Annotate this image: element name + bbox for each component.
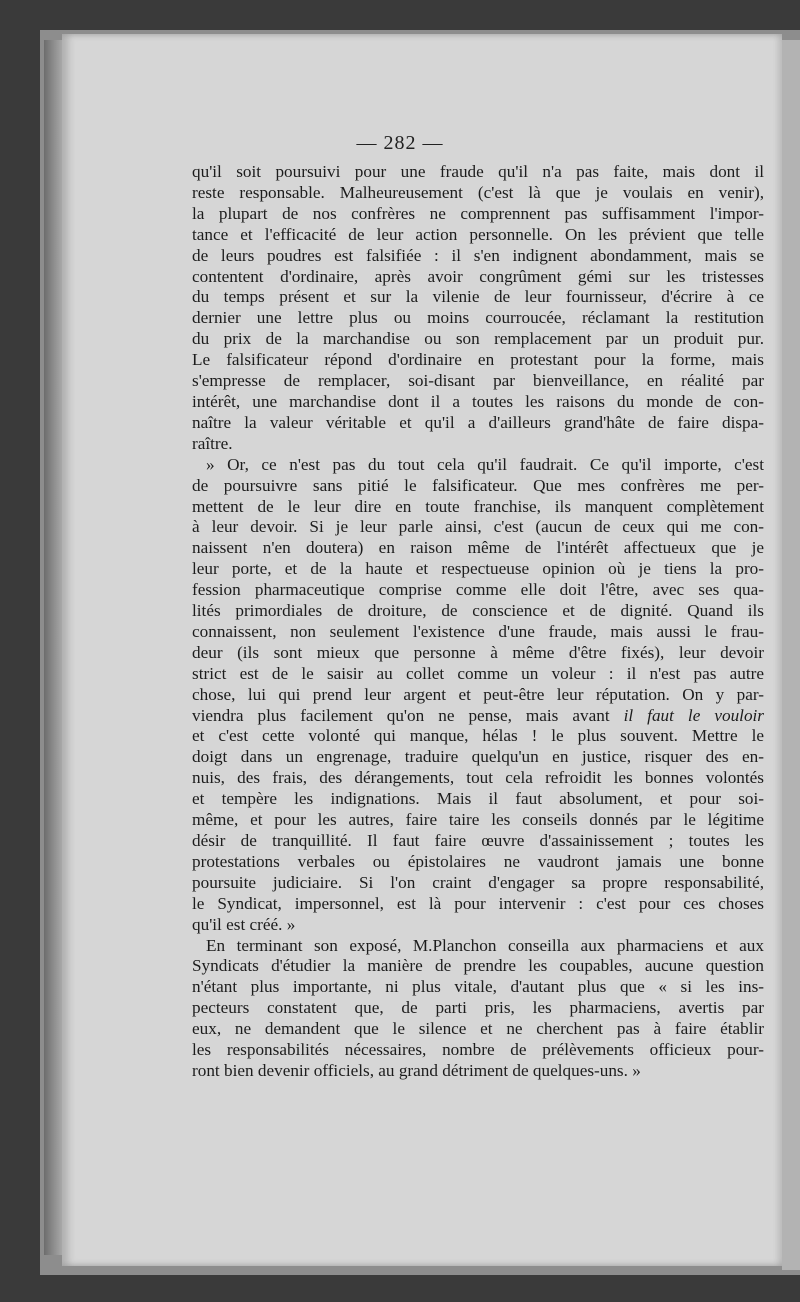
text-line-content: à leur devoir. Si je leur parle ainsi, c'est (aucun de ceux qui me con- <box>192 517 764 537</box>
text-line <box>192 434 764 455</box>
text-line <box>192 601 764 622</box>
text-line <box>192 580 764 601</box>
text-line <box>192 915 764 936</box>
text-line-content: du temps présent et sur la vilenie de leur fournisseur, d'écrire à ce <box>192 287 764 307</box>
page-number: — 282 — <box>356 132 444 154</box>
text-line-content: intérêt, une marchandise dont il a toutes les raisons du monde de con- <box>192 391 764 411</box>
text-line-content: le Syndicat, impersonnel, est là pour intervenir : c'est pour ces choses <box>192 893 764 913</box>
text-line <box>192 497 764 518</box>
text-line-content: doigt dans un engrenage, traduire quelqu'un en justice, risquer des en- <box>192 747 764 767</box>
text-line-content: Le falsificateur répond d'ordinaire en protestant pour la forme, mais <box>192 350 764 370</box>
text-line <box>192 162 764 183</box>
text-line <box>192 413 764 434</box>
text-line <box>192 392 764 413</box>
text-line-content: » Or, ce n'est pas du tout cela qu'il faudrait. Ce qu'il importe, c'est <box>206 454 764 474</box>
text-line <box>192 831 764 852</box>
text-line-content: nuis, des frais, des dérangements, tout cela refroidit les bonnes volontés <box>192 768 764 788</box>
text-line-content: et c'est cette volonté qui manque, hélas ! le plus souvent. Mettre le <box>192 726 764 746</box>
text-line-content: les responsabilités nécessaires, nombre de prélèvements officieux pour- <box>192 1040 764 1060</box>
text-line-content: eux, ne demandent que le silence et ne cherchent pas à faire établir <box>192 1019 764 1039</box>
page-gutter <box>44 40 62 1255</box>
text-line <box>192 789 764 810</box>
text-line-content: contentent d'ordinaire, après avoir congrûment gémi sur les tristesses <box>192 266 764 286</box>
text-line-content: leur porte, et de la haute et respectueuse opinion où je tiens la pro- <box>192 559 764 579</box>
text-line-content: lités primordiales de droiture, de conscience et de dignité. Quand ils <box>192 601 764 621</box>
text-line <box>192 956 764 977</box>
text-line <box>192 246 764 267</box>
text-line-content: mettent de le leur dire en toute franchise, ils manquent complètement <box>192 496 764 516</box>
text-line <box>192 685 764 706</box>
text-line <box>192 643 764 664</box>
text-line-content: de leurs poudres est falsifiée : il s'en indignent abondamment, mais se <box>192 245 764 265</box>
text-line-content: poursuite judiciaire. Si l'on craint d'engager sa propre responsabilité, <box>192 872 764 892</box>
text-line-content: deur (ils sont mieux que personne à même d'être fixés), leur devoir <box>192 642 764 662</box>
text-line-content: désir de tranquillité. Il faut faire œuvre d'assainissement ; toutes les <box>192 831 764 850</box>
text-line <box>192 873 764 894</box>
text-line-content: viendra plus facilement qu'on ne pense, mais avant <box>192 705 624 725</box>
text-line <box>192 1040 764 1061</box>
text-line-content: protestations verbales ou épistolaires ne vaudront jamais une bonne <box>192 851 764 871</box>
text-line <box>192 768 764 789</box>
text-line <box>192 308 764 329</box>
text-line-content: du prix de la marchandise ou son remplacement par un produit pur. <box>192 329 764 349</box>
text-line-content: de poursuivre sans pitié le falsificateur. Que mes confrères me per- <box>192 475 764 495</box>
text-line-content: même, et pour les autres, faire taire les conseils donnés par le légitime <box>192 810 764 830</box>
text-line-content: chose, lui qui prend leur argent et peut-être leur réputation. On y par- <box>192 684 764 704</box>
text-line <box>192 559 764 580</box>
text-line <box>192 726 764 747</box>
text-line <box>192 371 764 392</box>
text-line <box>192 455 764 476</box>
text-line <box>192 350 764 371</box>
text-line <box>192 183 764 204</box>
text-line <box>192 204 764 225</box>
text-line <box>192 894 764 915</box>
text-line <box>192 936 764 957</box>
italic-emphasis: il faut le vouloir <box>623 705 764 725</box>
text-line-content: naître la valeur véritable et qu'il a d'ailleurs grand'hâte de faire dispa- <box>192 412 764 432</box>
text-line <box>192 476 764 497</box>
text-line <box>192 810 764 831</box>
text-line-content: ront bien devenir officiels, au grand détriment de quelques-uns. » <box>192 1060 641 1080</box>
text-line <box>192 622 764 643</box>
text-line-content: connaissent, non seulement l'existence d'une fraude, mais aussi le frau- <box>192 621 764 641</box>
text-line-content: tance et l'efficacité de leur action personnelle. On les prévient que telle <box>192 224 764 244</box>
text-line <box>192 1061 764 1082</box>
text-line-content: reste responsable. Malheureusement (c'est là que je voulais en venir), <box>192 182 764 202</box>
body-text <box>192 162 764 1082</box>
text-line <box>192 998 764 1019</box>
text-line-content: strict est de le saisir au collet comme un voleur : il n'est pas autre <box>192 663 764 683</box>
text-line <box>192 852 764 873</box>
text-line-content: la plupart de nos confrères ne comprennent pas suffisamment l'impor- <box>192 203 764 223</box>
text-line-content: naissent n'en doutera) en raison même de l'intérêt affectueux que je <box>192 538 764 558</box>
text-line <box>192 329 764 350</box>
text-line-content: qu'il soit poursuivi pour une fraude qu'il n'a pas faite, mais dont il <box>192 162 764 181</box>
page-right-edge <box>782 40 800 1270</box>
text-line <box>192 287 764 308</box>
text-line-content: s'empresse de remplacer, soi-disant par bienveillance, en réalité par <box>192 371 764 391</box>
text-line <box>192 267 764 288</box>
text-line <box>192 225 764 246</box>
text-line <box>192 977 764 998</box>
text-line-content: n'étant plus importante, ni plus vitale, d'autant plus que « si les ins- <box>192 977 764 997</box>
text-line <box>192 747 764 768</box>
text-line-content: pecteurs constatent que, de parti pris, les pharmaciens, avertis par <box>192 998 764 1018</box>
text-line-content: fession pharmaceutique comprise comme elle doit l'être, avec ses qua- <box>192 580 764 600</box>
text-line <box>192 706 764 727</box>
text-line-content: Syndicats d'étudier la manière de prendre les coupables, aucune question <box>192 956 764 976</box>
text-line <box>192 538 764 559</box>
text-line-content: raître. <box>192 433 233 453</box>
text-line-content: qu'il est créé. » <box>192 914 296 934</box>
text-line <box>192 664 764 685</box>
text-line-content: En terminant son exposé, M.Planchon conseilla aux pharmaciens et aux <box>206 935 764 955</box>
text-line <box>192 1019 764 1040</box>
text-line-content: et tempère les indignations. Mais il faut absolument, et pour soi- <box>192 789 764 809</box>
text-line <box>192 517 764 538</box>
text-line-content: dernier une lettre plus ou moins courroucée, réclamant la restitution <box>192 308 764 328</box>
